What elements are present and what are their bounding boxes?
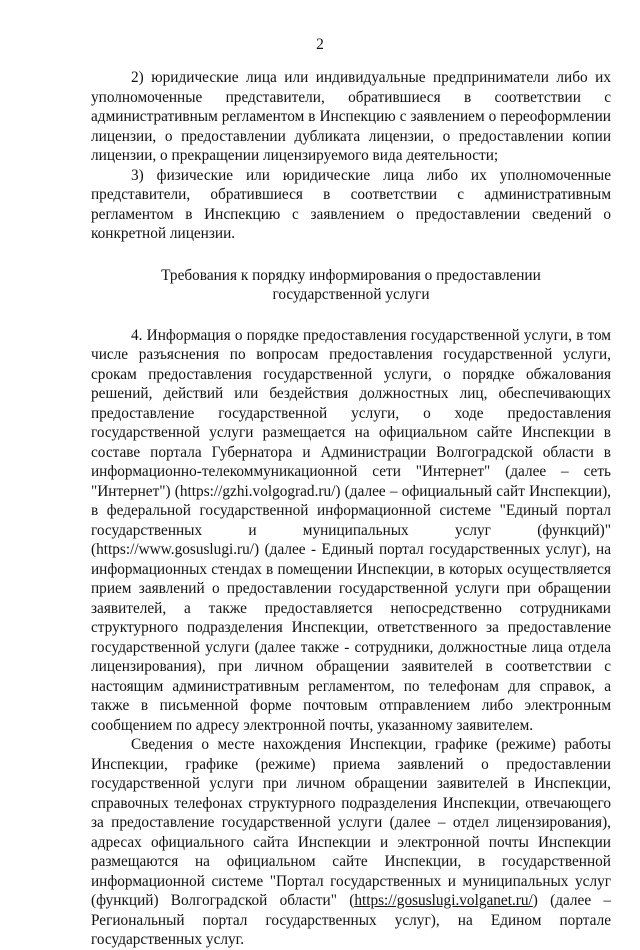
section-heading: Требования к порядку информирования о предоставлении государственной услуги	[161, 266, 541, 303]
list-item-2: 2) юридические лица или индивидуальные предприниматели либо их уполномоченные представители, обратившиеся в соответствии с административным регламентом в Инспекцию с заявлением о переоформлении лицензии, о предоставлении дубликата лицензии, о предоставлении копии лицензии, о прекращении лицензируемого вида деятельности;	[91, 69, 611, 164]
regional-portal-link[interactable]: https://gosuslugi.volganet.ru/	[354, 892, 533, 909]
document-body	[91, 68, 611, 950]
paragraph-4: 4. Информация о порядке предоставления государственной услуги, в том числе разъяснения по вопросам предоставления государственной услуги, срокам предоставления государственной услуги, о порядке обжалования решений, действий или бездействия должностных лиц, обеспечивающих предоставление государственной услуги, о ходе предоставления государственной услуги размещается на официальном сайте Инспекции в составе портала Губернатора и Администрации Волгоградской области в информационно-телекоммуникационной сети "Интернет" (далее – сеть "Интернет") (https://gzhi.volgograd.ru/) (далее – официальный сайт Инспекции), в федеральной государственной информационной системе "Единый портал государственных и муниципальных услуг (функций)" (https://www.gosuslugi.ru/) (далее - Единый портал государственных услуг), на информационных стендах в помещении Инспекции, в которых осуществляется прием заявлений о предоставлении государственной услуги при обращении заявителей, а также предоставляется непосредственно сотрудниками структурного подразделения Инспекции, ответственного за предоставление государственной услуги (далее также - сотрудники, должностные лица отдела лицензирования), при личном обращении заявителей в соответствии с настоящим административным регламентом, по телефонам для справок, а также в письменной форме почтовым отправлением либо электронным сообщением по адресу электронной почты, указанному заявителем.	[91, 326, 611, 734]
page-number: 2	[316, 36, 324, 53]
list-item-3: 3) физические или юридические лица либо их уполномоченные представители, обратившиеся в соответствии с административным регламентом в Инспекцию с заявлением о предоставлении сведений о конкретной лицензии.	[91, 166, 611, 242]
paragraph-info	[91, 735, 611, 950]
paragraph-info-text-after: ) (далее – Региональный портал государственных услуг), на Едином портале государственных услуг.	[91, 892, 611, 948]
paragraph-info-text-before: Сведения о месте нахождения Инспекции, графике (режиме) работы Инспекции, графике (режиме) приема заявлений о предоставлении государственной услуги при личном обращении заявителей в Инспекции, справочных телефонах структурного подразделения Инспекции, отвечающего за предоставление государственной услуги (далее – отдел лицензирования), адресах официального сайта Инспекции и электронной почты Инспекции размещаются на официальном сайте Инспекции, в государственной информационной системе "Портал государственных и муниципальных услуг (функций) Волгоградской области" (	[91, 736, 611, 909]
